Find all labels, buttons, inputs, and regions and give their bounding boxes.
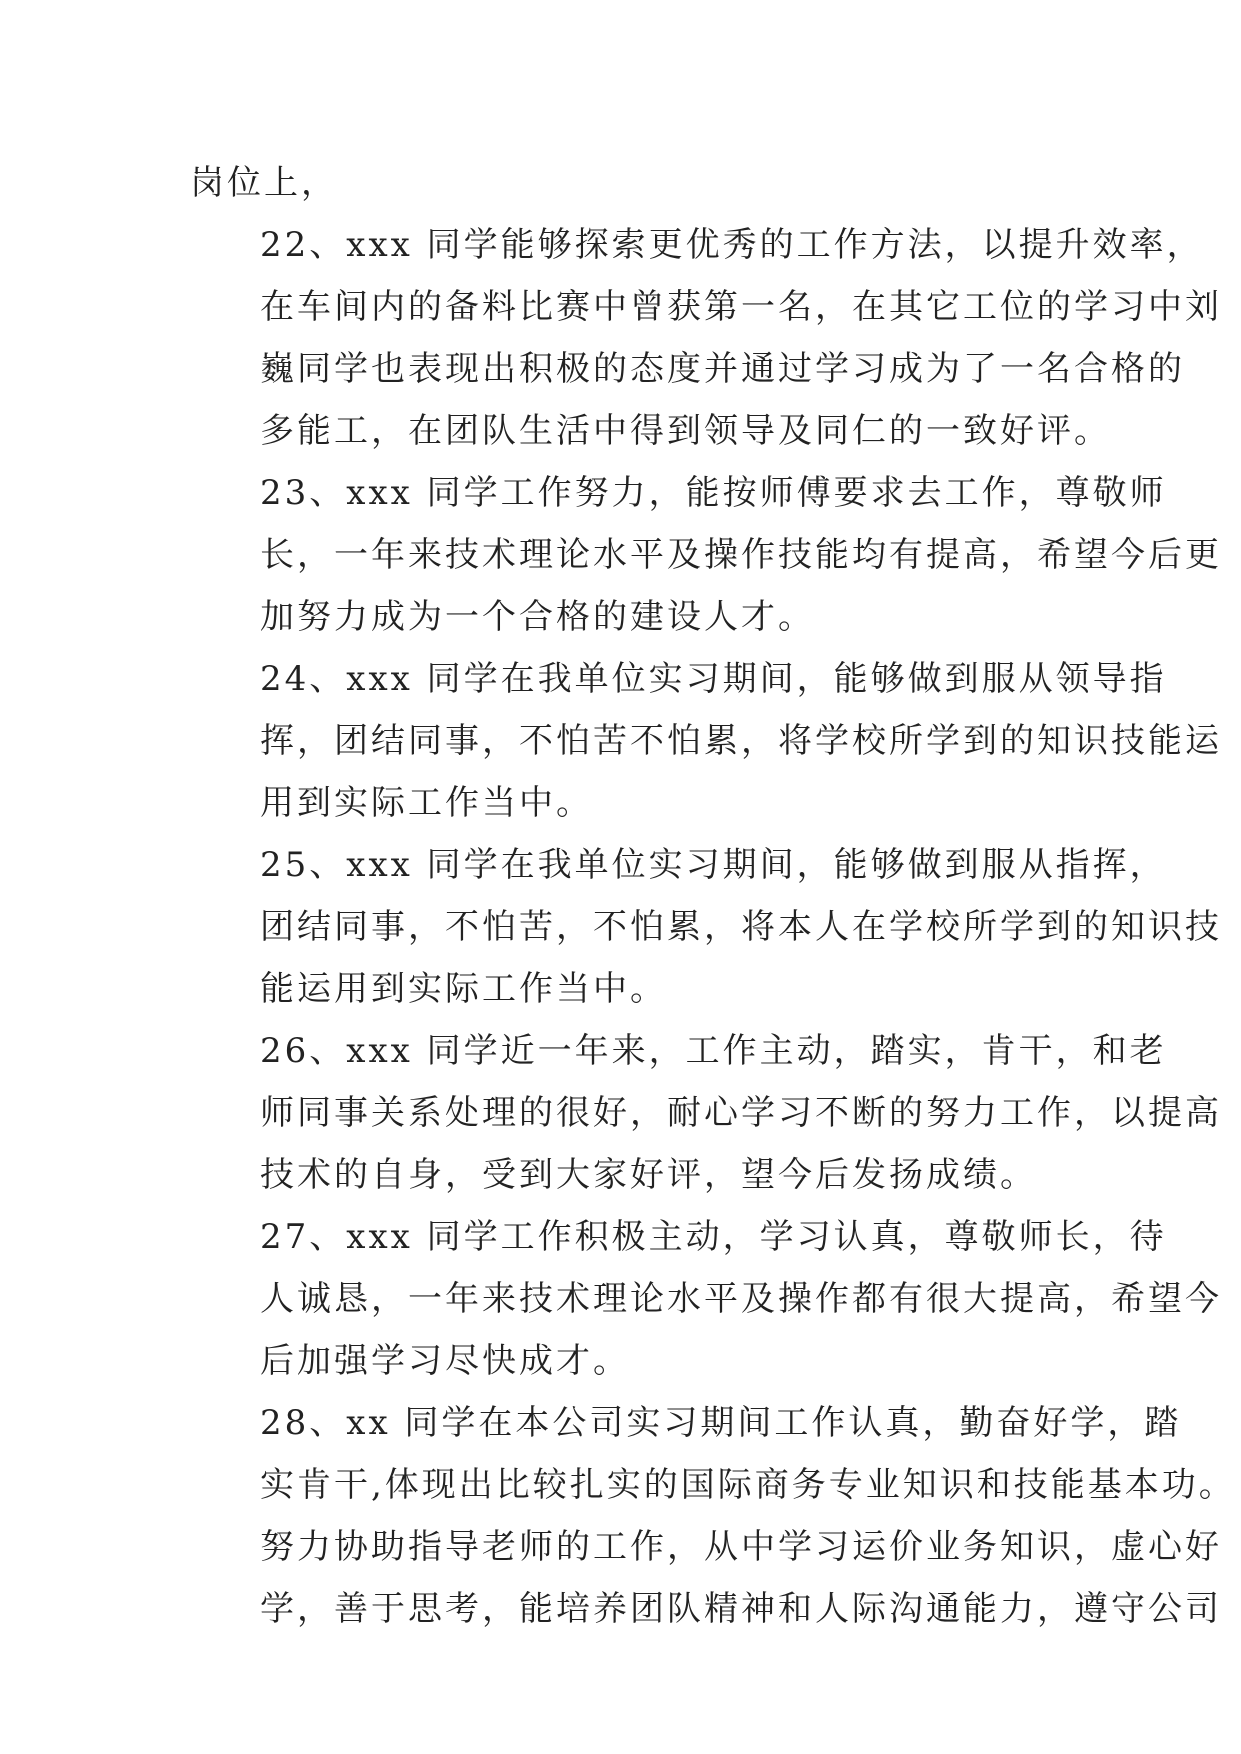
text-line: 28、xx 同学在本公司实习期间工作认真，勤奋好学，踏: [260, 1403, 1182, 1443]
text-line: 技术的自身，受到大家好评，望今后发扬成绩。: [260, 1155, 1037, 1195]
text-line: 26、xxx 同学近一年来，工作主动，踏实，肯干，和老: [260, 1031, 1167, 1071]
text-line: 长，一年来技术理论水平及操作技能均有提高，希望今后更: [260, 535, 1222, 575]
text-line: 岗位上，: [190, 163, 338, 203]
text-line: 27、xxx 同学工作积极主动，学习认真，尊敬师长，待: [260, 1217, 1167, 1257]
document-body: [190, 152, 1236, 1640]
paragraph-26: [190, 1020, 1222, 1206]
paragraph-24: [190, 648, 1222, 834]
text-line: 巍同学也表现出积极的态度并通过学习成为了一名合格的: [260, 349, 1185, 389]
text-line: 22、xxx 同学能够探索更优秀的工作方法，以提升效率，: [260, 225, 1204, 265]
paragraph-22: [190, 214, 1222, 462]
text-line: 实肯干,体现出比较扎实的国际商务专业知识和技能基本功。: [260, 1465, 1236, 1505]
text-line: 人诚恳，一年来技术理论水平及操作都有很大提高，希望今: [260, 1279, 1222, 1319]
text-line: 多能工，在团队生活中得到领导及同仁的一致好评。: [260, 411, 1111, 451]
text-line: 努力协助指导老师的工作，从中学习运价业务知识，虚心好: [260, 1527, 1222, 1567]
paragraph-25: [190, 834, 1222, 1020]
paragraph-27: [190, 1206, 1222, 1392]
text-line: 24、xxx 同学在我单位实习期间，能够做到服从领导指: [260, 659, 1167, 699]
text-line: 挥，团结同事，不怕苦不怕累，将学校所学到的知识技能运: [260, 721, 1222, 761]
text-line: 用到实际工作当中。: [260, 783, 593, 823]
paragraph-continuation: [190, 152, 1058, 214]
text-line: 师同事关系处理的很好，耐心学习不断的努力工作，以提高: [260, 1093, 1222, 1133]
text-line: 能运用到实际工作当中。: [260, 969, 667, 1009]
text-line: 25、xxx 同学在我单位实习期间，能够做到服从指挥，: [260, 845, 1167, 885]
text-line: 23、xxx 同学工作努力，能按师傅要求去工作，尊敬师: [260, 473, 1167, 513]
text-line: 团结同事，不怕苦，不怕累，将本人在学校所学到的知识技: [260, 907, 1222, 947]
text-line: 后加强学习尽快成才。: [260, 1341, 630, 1381]
text-line: 学，善于思考，能培养团队精神和人际沟通能力，遵守公司: [260, 1589, 1222, 1629]
text-line: 加努力成为一个合格的建设人才。: [260, 597, 815, 637]
text-line: 在车间内的备料比赛中曾获第一名，在其它工位的学习中刘: [260, 287, 1222, 327]
paragraph-28: [190, 1392, 1236, 1640]
paragraph-23: [190, 462, 1222, 648]
